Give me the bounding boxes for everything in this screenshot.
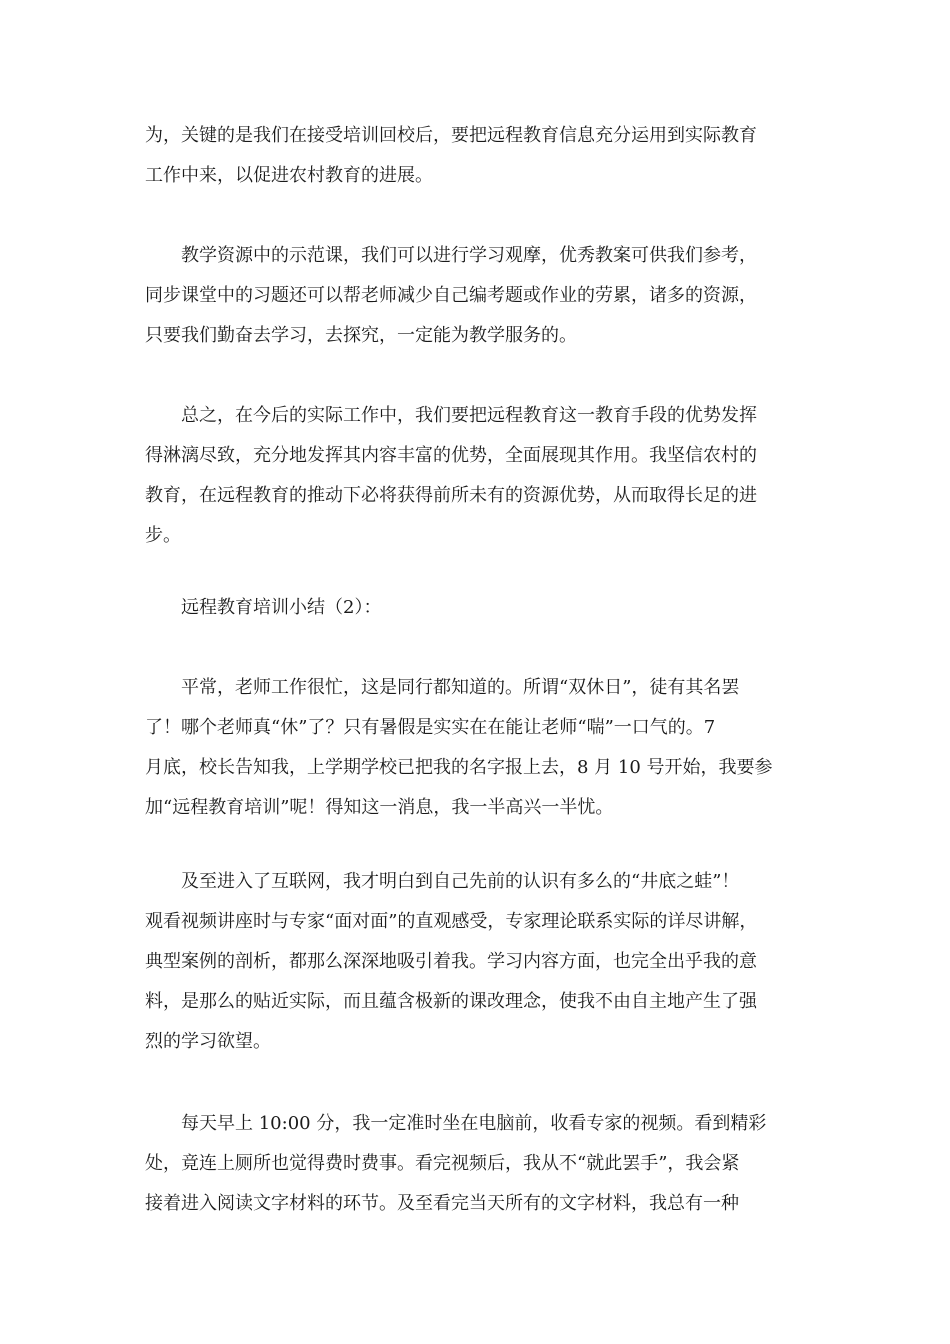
text-line: 料，是那么的贴近实际，而且蕴含极新的课改理念，使我不由自主地产生了强	[145, 991, 757, 1012]
text-line: 烈的学习欲望。	[145, 1031, 271, 1052]
text-line: 观看视频讲座时与专家“面对面”的直观感受，专家理论联系实际的详尽讲解，	[145, 911, 758, 932]
text-line: 教育，在远程教育的推动下必将获得前所未有的资源优势，从而取得长足的进	[145, 485, 757, 506]
text-line: 接着进入阅读文字材料的环节。及至看完当天所有的文字材料，我总有一种	[145, 1193, 739, 1214]
text-line: 得淋漓尽致，充分地发挥其内容丰富的优势，全面展现其作用。我坚信农村的	[145, 445, 757, 466]
text-line: 步。	[145, 525, 181, 546]
paragraph	[145, 668, 810, 828]
text-line: 教学资源中的示范课，我们可以进行学习观摩，优秀教案可供我们参考，	[181, 245, 757, 266]
text-line: 月底，校长告知我，上学期学校已把我的名字报上去，8 月 10 号开始，我要参	[145, 757, 773, 778]
text-line: 为，关键的是我们在接受培训回校后，要把远程教育信息充分运用到实际教育	[145, 125, 757, 146]
text-line: 工作中来，以促进农村教育的进展。	[145, 165, 433, 186]
text-line: 了！哪个老师真“休”了？只有暑假是实实在在能让老师“喘”一口气的。7	[145, 717, 716, 738]
paragraph	[145, 236, 810, 356]
text-line: 同步课堂中的习题还可以帮老师减少自己编考题或作业的劳累，诸多的资源，	[145, 285, 757, 306]
text-line: 远程教育培训小结（2）：	[181, 597, 382, 618]
text-line: 处，竟连上厕所也觉得费时费事。看完视频后，我从不“就此罢手”，我会紧	[145, 1153, 740, 1174]
text-line: 总之，在今后的实际工作中，我们要把远程教育这一教育手段的优势发挥	[181, 405, 757, 426]
paragraph	[145, 116, 810, 196]
text-line: 加“远程教育培训”呢！得知这一消息，我一半高兴一半忧。	[145, 797, 614, 818]
text-line: 及至进入了互联网，我才明白到自己先前的认识有多么的“井底之蛙”！	[181, 871, 740, 892]
paragraph	[145, 396, 810, 556]
text-line: 平常，老师工作很忙，这是同行都知道的。所谓“双休日”，徒有其名罢	[181, 677, 740, 698]
section-heading	[145, 588, 810, 628]
paragraph	[145, 1104, 810, 1224]
text-line: 每天早上 10:00 分，我一定准时坐在电脑前，收看专家的视频。看到精彩	[181, 1113, 767, 1134]
paragraph	[145, 862, 810, 1062]
text-line: 典型案例的剖析，都那么深深地吸引着我。学习内容方面，也完全出乎我的意	[145, 951, 757, 972]
text-line: 只要我们勤奋去学习，去探究，一定能为教学服务的。	[145, 325, 577, 346]
